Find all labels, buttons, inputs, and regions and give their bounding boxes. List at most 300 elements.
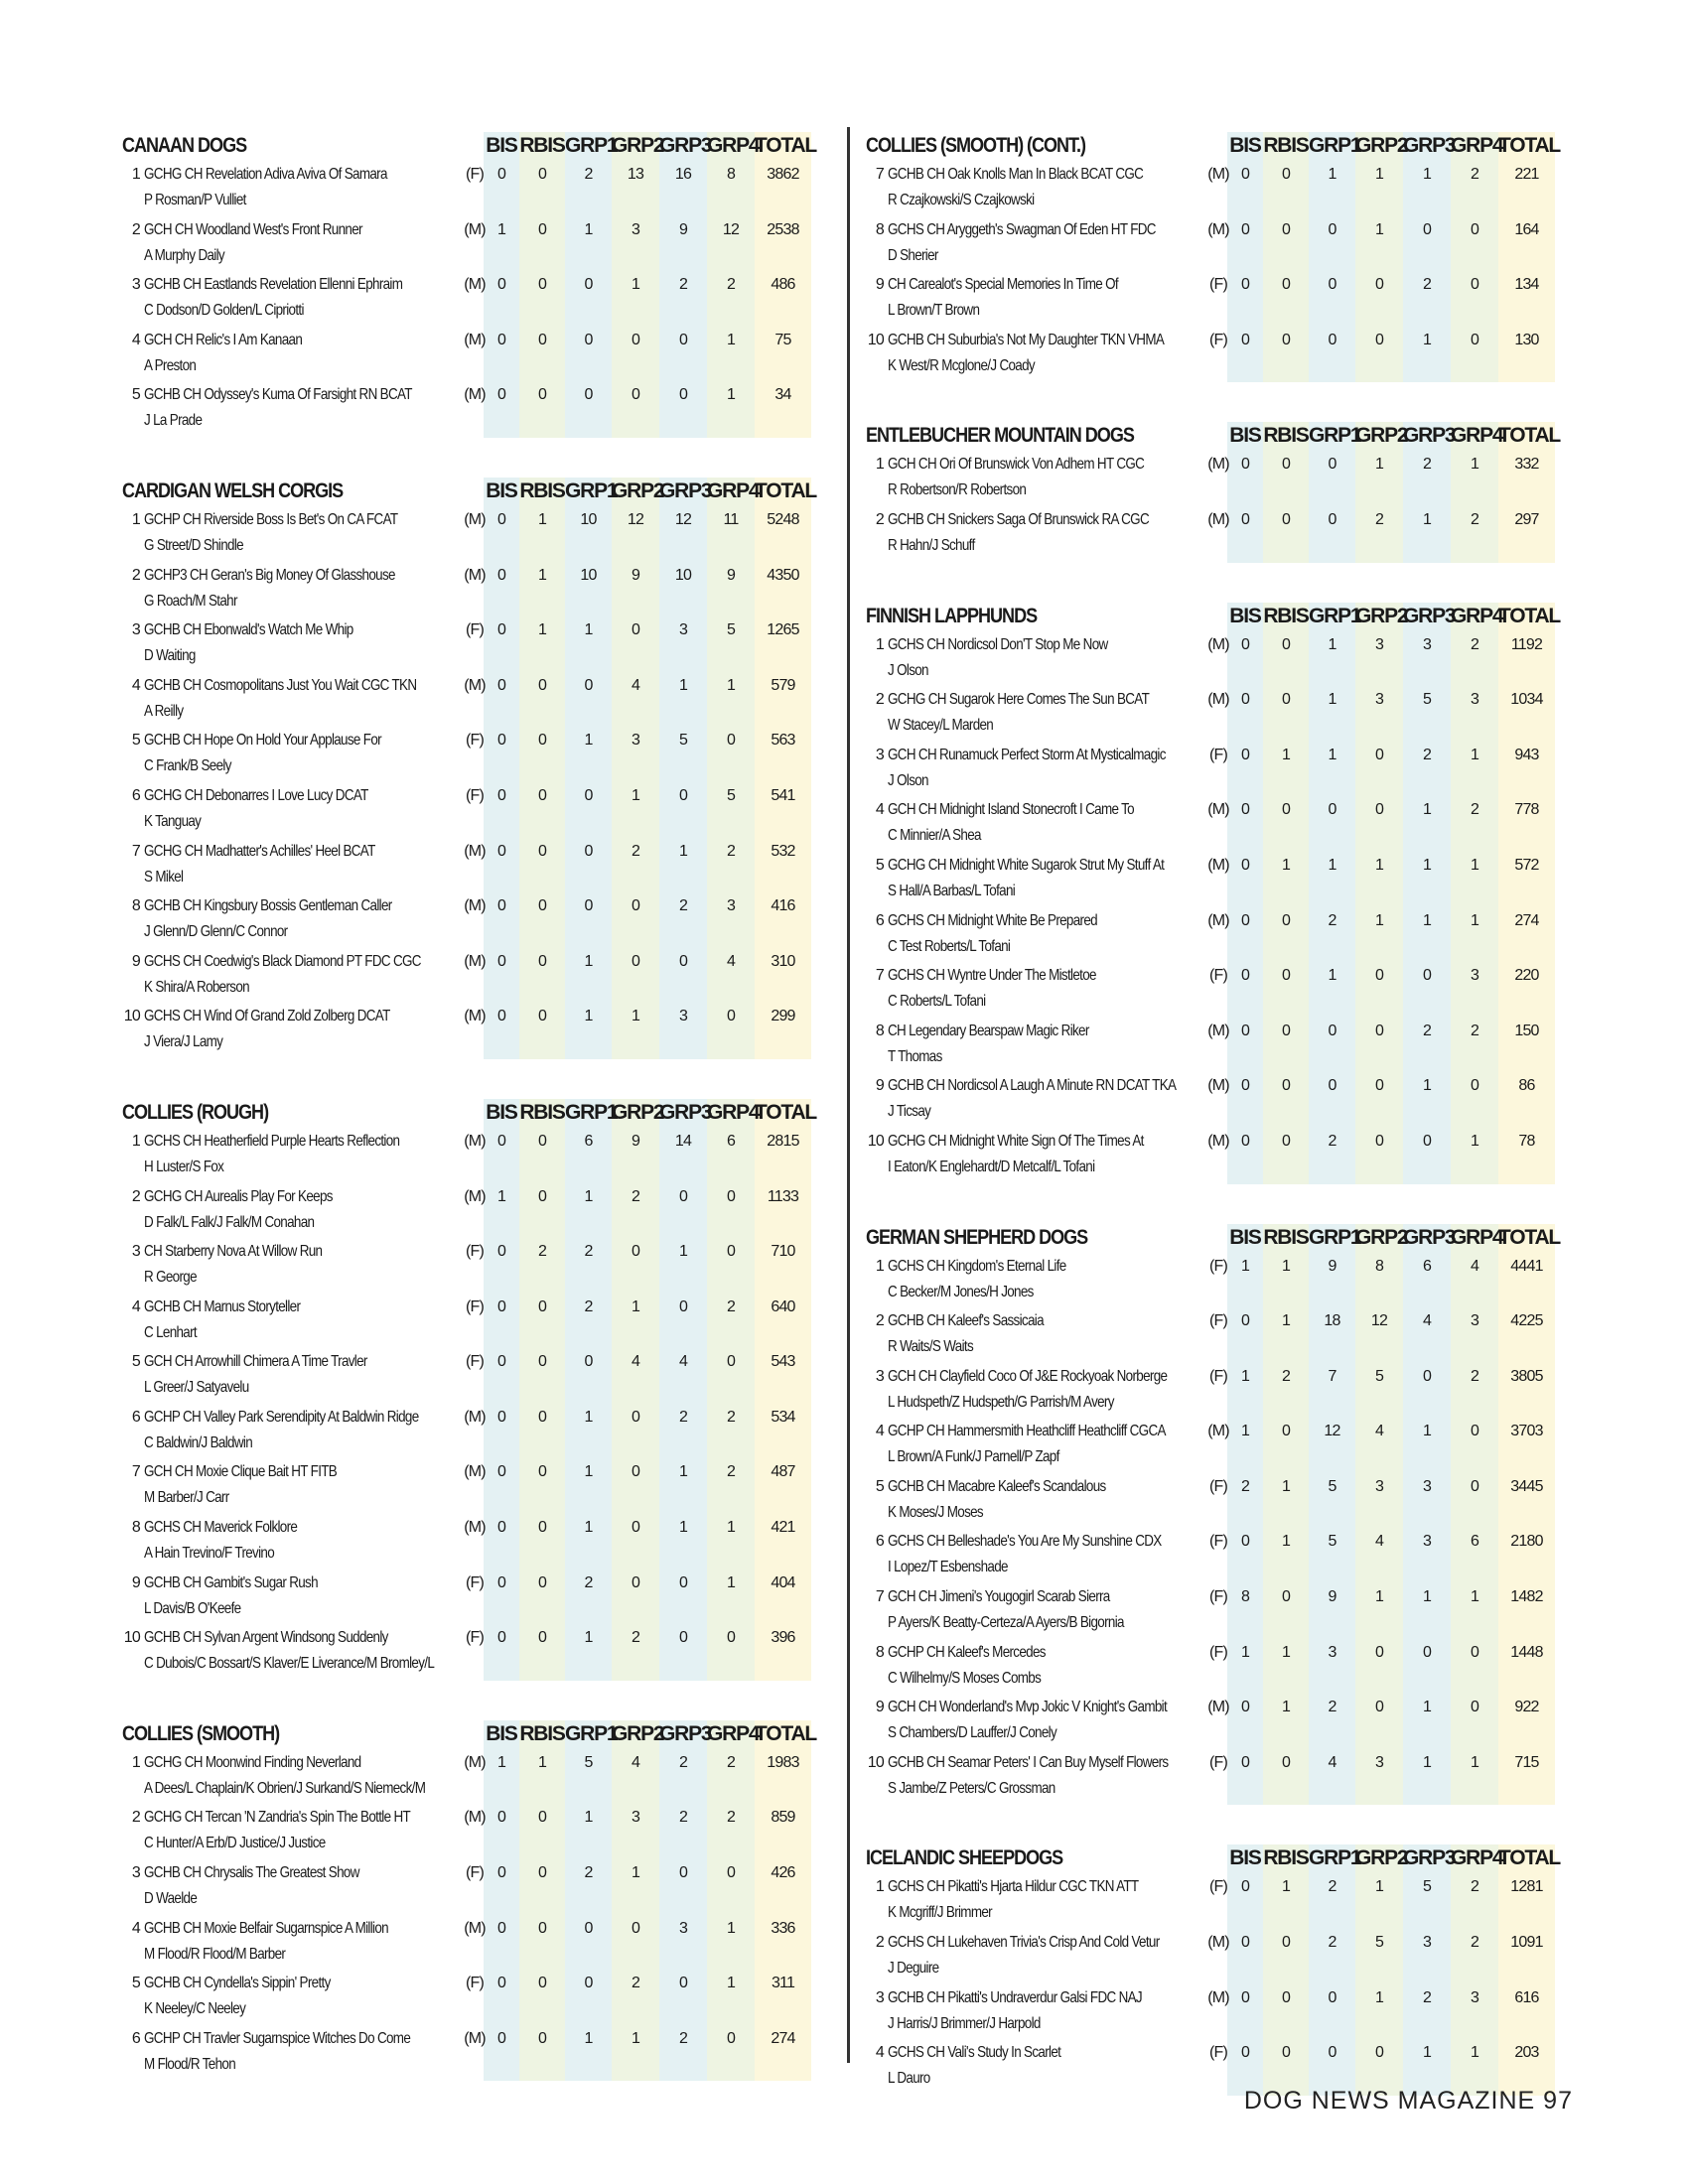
stat-grp3: 3	[1422, 1934, 1432, 1952]
stat-bis: 0	[1240, 1312, 1250, 1330]
ranking-row	[122, 893, 817, 949]
dog-sex: (F)	[1208, 1588, 1228, 1606]
rank-number: 4	[131, 676, 140, 694]
column-header-rbis: RBIS	[1263, 424, 1309, 448]
stat-grp1: 0	[1328, 1077, 1336, 1095]
stat-grp3: 1	[1422, 510, 1432, 528]
dog-name: GCHP3 CH Geran's Big Money Of Glasshouse	[144, 566, 395, 584]
rank-number: 7	[875, 166, 884, 183]
column-header-grp4: GRP4	[1451, 1225, 1503, 1249]
stat-grp1: 7	[1328, 1367, 1336, 1385]
rank-number: 9	[875, 1077, 884, 1095]
ranking-row	[122, 1971, 817, 2026]
dog-sex: (M)	[1207, 456, 1229, 474]
dog-sex: (M)	[464, 1132, 486, 1150]
dog-name: GCH CH Relic's I Am Kanaan	[144, 331, 303, 348]
column-header-grp2: GRP2	[1355, 134, 1408, 157]
stat-bis: 0	[1240, 1699, 1250, 1716]
dog-sex: (F)	[465, 1297, 485, 1315]
stat-grp1: 1	[584, 2029, 593, 2047]
stat-grp3: 0	[1422, 1132, 1432, 1150]
rank-number: 3	[131, 621, 140, 639]
stat-grp1: 10	[580, 510, 597, 528]
dog-name: GCHB CH Macabre Kaleef's Scandalous	[888, 1477, 1106, 1495]
stat-total: 1091	[1510, 1934, 1543, 1952]
column-header-grp1: GRP1	[1309, 1225, 1361, 1249]
stat-grp2: 13	[627, 166, 644, 183]
stat-grp4: 1	[726, 1975, 736, 1992]
stat-grp3: 3	[678, 1008, 688, 1025]
stat-bis: 0	[496, 1408, 506, 1426]
stat-grp2: 4	[631, 1753, 640, 1771]
rank-number: 6	[875, 911, 884, 929]
stat-rbis: 1	[537, 621, 547, 639]
stat-grp1: 5	[1328, 1533, 1336, 1551]
dog-name: GCHS CH Aryggeth's Swagman Of Eden HT FDC	[888, 220, 1156, 238]
dog-name: GCHG CH Tercan 'N Zandria's Spin The Bottle HT	[144, 1809, 411, 1827]
stat-total: 543	[771, 1353, 795, 1371]
rank-number: 2	[131, 1187, 140, 1205]
stat-grp4: 1	[1470, 1132, 1479, 1150]
stat-rbis: 0	[1281, 456, 1291, 474]
dog-sex: (M)	[464, 1463, 486, 1481]
stat-rbis: 0	[537, 1408, 547, 1426]
stat-bis: 0	[496, 1008, 506, 1025]
ranking-row	[122, 949, 817, 1005]
stat-grp4: 3	[1470, 1312, 1479, 1330]
rank-number: 1	[875, 635, 884, 653]
column-header-grp1: GRP1	[565, 1721, 618, 1745]
stat-total: 4225	[1510, 1312, 1543, 1330]
stat-grp2: 0	[1374, 1077, 1384, 1095]
stat-rbis: 0	[1281, 691, 1291, 709]
breed-section	[866, 132, 1561, 382]
stat-total: 1281	[1510, 1878, 1543, 1896]
rank-number: 9	[131, 952, 140, 970]
stat-grp1: 1	[584, 1629, 593, 1647]
stat-rbis: 0	[537, 220, 547, 238]
rank-number: 5	[875, 856, 884, 874]
column-header-grp1: GRP1	[565, 1100, 618, 1124]
stat-grp2: 0	[1374, 746, 1384, 763]
stat-bis: 0	[496, 1132, 506, 1150]
stat-grp3: 1	[1422, 166, 1432, 183]
owner-names: K Mcgriff/J Brimmer	[888, 1904, 992, 1922]
dog-name: GCH CH Arrowhill Chimera A Time Travler	[144, 1353, 367, 1371]
right-column	[866, 132, 1561, 2135]
stat-grp3: 1	[678, 676, 688, 694]
dog-sex: (M)	[464, 1408, 486, 1426]
stat-grp2: 0	[631, 1243, 640, 1261]
stat-grp4: 1	[726, 331, 736, 348]
stat-grp3: 1	[1422, 801, 1432, 819]
stat-total: 3703	[1510, 1423, 1543, 1440]
rank-number: 1	[875, 1257, 884, 1275]
dog-name: GCH CH Woodland West's Front Runner	[144, 220, 362, 238]
column-header-grp1: GRP1	[565, 478, 618, 502]
stat-rbis: 0	[537, 732, 547, 750]
stat-grp4: 0	[726, 1243, 736, 1261]
rank-number: 7	[875, 967, 884, 985]
stat-grp4: 0	[726, 2029, 736, 2047]
owner-names: W Stacey/L Marden	[888, 717, 994, 735]
stat-grp4: 3	[1470, 691, 1479, 709]
rank-number: 4	[875, 2044, 884, 2062]
stat-bis: 0	[496, 2029, 506, 2047]
ranking-row	[866, 1529, 1561, 1584]
stat-total: 34	[774, 386, 791, 404]
stat-grp2: 0	[631, 1573, 640, 1591]
stat-grp4: 2	[1470, 1022, 1479, 1039]
stat-bis: 0	[1240, 691, 1250, 709]
rank-number: 1	[131, 1753, 140, 1771]
stat-grp2: 0	[631, 1519, 640, 1537]
stat-total: 616	[1514, 1988, 1539, 2006]
rank-number: 5	[131, 386, 140, 404]
column-header-grp4: GRP4	[1451, 1846, 1503, 1870]
rank-number: 1	[131, 1132, 140, 1150]
owner-names: C Dubois/C Bossart/S Klaver/E Liverance/M Bromley/L	[144, 1655, 435, 1673]
stat-grp3: 1	[1422, 1699, 1432, 1716]
rank-number: 7	[131, 842, 140, 860]
stat-rbis: 0	[537, 1629, 547, 1647]
stat-rbis: 0	[537, 897, 547, 915]
dog-sex: (M)	[1207, 1132, 1229, 1150]
stat-grp2: 8	[1374, 1257, 1384, 1275]
dog-sex: (M)	[1207, 801, 1229, 819]
dog-name: GCHB CH Odyssey's Kuma Of Farsight RN BCAT	[144, 386, 412, 404]
dog-name: GCH CH Ori Of Brunswick Von Adhem HT CGC	[888, 456, 1145, 474]
rank-number: 5	[875, 1477, 884, 1495]
stat-grp2: 0	[631, 621, 640, 639]
dog-name: GCHB CH Marnus Storyteller	[144, 1297, 301, 1315]
stat-grp3: 5	[678, 732, 688, 750]
stat-bis: 0	[496, 510, 506, 528]
column-header-grp1: GRP1	[565, 134, 618, 157]
stat-rbis: 0	[1281, 166, 1291, 183]
dog-name: GCHG CH Midnight White Sign Of The Times At	[888, 1132, 1144, 1150]
stat-grp2: 0	[631, 952, 640, 970]
ranking-row	[122, 1750, 817, 1806]
stat-total: 404	[771, 1573, 795, 1591]
stat-grp4: 9	[726, 566, 736, 584]
column-header-grp2: GRP2	[612, 1100, 664, 1124]
stat-total: 710	[771, 1243, 795, 1261]
breed-section	[866, 603, 1561, 1184]
stat-grp3: 0	[1422, 1643, 1432, 1661]
stat-rbis: 0	[537, 1297, 547, 1315]
stat-grp2: 3	[1374, 1477, 1384, 1495]
dog-name: GCH CH Runamuck Perfect Storm At Mysticalmagic	[888, 746, 1166, 763]
stat-grp3: 2	[1422, 746, 1432, 763]
stat-rbis: 0	[1281, 220, 1291, 238]
stat-grp1: 0	[1328, 2044, 1336, 2062]
rank-number: 4	[875, 1423, 884, 1440]
stat-grp1: 3	[1328, 1643, 1336, 1661]
stat-grp4: 2	[1470, 635, 1479, 653]
ranking-row	[122, 1570, 817, 1626]
stat-bis: 0	[496, 1463, 506, 1481]
rank-number: 8	[875, 1643, 884, 1661]
stat-grp2: 1	[631, 1297, 640, 1315]
stat-grp4: 1	[726, 1573, 736, 1591]
stat-total: 859	[771, 1809, 795, 1827]
stat-grp3: 0	[678, 952, 688, 970]
stat-rbis: 0	[537, 1519, 547, 1537]
dog-name: GCH CH Clayfield Coco Of J&E Rockyoak Norberge	[888, 1367, 1168, 1385]
dog-sex: (M)	[1207, 1022, 1229, 1039]
stat-total: 541	[771, 786, 795, 804]
owner-names: G Street/D Shindle	[144, 536, 243, 554]
stat-grp1: 0	[584, 786, 593, 804]
ranking-row	[122, 162, 817, 217]
stat-grp1: 1	[584, 1463, 593, 1481]
dog-name: GCHG CH Sugarok Here Comes The Sun BCAT	[888, 691, 1150, 709]
stat-grp3: 2	[678, 1809, 688, 1827]
stat-grp4: 0	[726, 1008, 736, 1025]
stat-rbis: 0	[1281, 331, 1291, 348]
stat-grp4: 5	[726, 786, 736, 804]
owner-names: K Neeley/C Neeley	[144, 2000, 246, 2018]
stat-total: 778	[1514, 801, 1539, 819]
stat-grp1: 9	[1328, 1588, 1336, 1606]
stat-rbis: 1	[1281, 1533, 1291, 1551]
rank-number: 5	[131, 1353, 140, 1371]
ranking-row	[866, 853, 1561, 908]
dog-name: GCHB CH Moxie Belfair Sugarnspice A Million	[144, 1919, 388, 1937]
stat-total: 396	[771, 1629, 795, 1647]
column-header-grp4: GRP4	[707, 134, 760, 157]
stat-grp4: 2	[726, 276, 736, 294]
stat-total: 4441	[1510, 1257, 1543, 1275]
stat-grp1: 2	[1328, 1132, 1336, 1150]
stat-grp4: 1	[1470, 911, 1479, 929]
stat-grp1: 0	[1328, 276, 1336, 294]
stat-grp3: 0	[678, 1297, 688, 1315]
ranking-row	[866, 1640, 1561, 1696]
stat-rbis: 1	[1281, 856, 1291, 874]
dog-name: GCHS CH Vali's Study In Scarlet	[888, 2044, 1061, 2062]
column-header-bis: BIS	[486, 1100, 517, 1124]
column-header-total: TOTAL	[755, 134, 817, 157]
stat-bis: 0	[496, 386, 506, 404]
stat-total: 715	[1514, 1753, 1539, 1771]
dog-sex: (F)	[465, 1353, 485, 1371]
dog-sex: (F)	[465, 1864, 485, 1882]
dog-sex: (F)	[465, 1243, 485, 1261]
stat-grp2: 0	[631, 1408, 640, 1426]
dog-name: GCH CH Jimeni's Yougogirl Scarab Sierra	[888, 1588, 1110, 1606]
stat-bis: 0	[496, 276, 506, 294]
stat-grp3: 1	[678, 1519, 688, 1537]
stat-rbis: 0	[1281, 1988, 1291, 2006]
stat-rbis: 0	[1281, 276, 1291, 294]
column-header-rbis: RBIS	[519, 1100, 565, 1124]
stat-bis: 0	[496, 952, 506, 970]
stat-rbis: 0	[537, 2029, 547, 2047]
ranking-row	[122, 1239, 817, 1295]
owner-names: D Sherier	[888, 246, 938, 264]
dog-name: GCHB CH Cyndella's Sippin' Pretty	[144, 1975, 331, 1992]
owner-names: C Minnier/A Shea	[888, 827, 981, 845]
stat-grp2: 12	[1370, 1312, 1388, 1330]
stat-grp4: 2	[726, 1408, 736, 1426]
owner-names: P Rosman/P Vulliet	[144, 192, 246, 208]
column-header-grp4: GRP4	[1451, 604, 1503, 627]
stat-grp3: 3	[678, 621, 688, 639]
column-header-grp1: GRP1	[1309, 134, 1361, 157]
dog-sex: (M)	[464, 897, 486, 915]
ranking-row	[122, 839, 817, 894]
dog-name: GCHP CH Hammersmith Heathcliff Heathcliff CGCA	[888, 1423, 1166, 1440]
dog-name: GCHB CH Suburbia's Not My Daughter TKN VHMA	[888, 331, 1165, 348]
stat-grp1: 0	[1328, 456, 1336, 474]
column-header-rbis: RBIS	[1263, 1846, 1309, 1870]
stat-rbis: 0	[1281, 1423, 1291, 1440]
column-header-bis: BIS	[486, 478, 517, 502]
stat-grp2: 5	[1374, 1934, 1384, 1952]
dog-sex: (M)	[1207, 166, 1229, 183]
column-divider	[847, 127, 850, 2063]
stat-grp4: 1	[726, 386, 736, 404]
stat-rbis: 1	[1281, 1699, 1291, 1716]
stat-bis: 0	[1240, 1132, 1250, 1150]
stat-rbis: 0	[1281, 1934, 1291, 1952]
ranking-row	[866, 632, 1561, 688]
stat-bis: 0	[1240, 276, 1250, 294]
dog-sex: (F)	[1208, 1753, 1228, 1771]
stat-grp4: 1	[1470, 456, 1479, 474]
stat-rbis: 1	[1281, 1643, 1291, 1661]
dog-name: GCHB CH Nordicsol A Laugh A Minute RN DCAT TKA	[888, 1077, 1177, 1095]
ranking-row	[122, 1515, 817, 1570]
owner-names: C Test Roberts/L Tofani	[888, 937, 1011, 955]
dog-sex: (F)	[1208, 2044, 1228, 2062]
breed-title: COLLIES (ROUGH)	[122, 1100, 269, 1124]
breed-title: GERMAN SHEPHERD DOGS	[866, 1225, 1088, 1249]
stat-grp2: 1	[1374, 856, 1384, 874]
stat-grp4: 12	[722, 220, 740, 238]
column-header-total: TOTAL	[1498, 424, 1561, 448]
section-header	[866, 422, 1561, 452]
stat-rbis: 2	[1281, 1367, 1291, 1385]
breed-section	[866, 1844, 1561, 2095]
stat-grp1: 1	[584, 1809, 593, 1827]
stat-grp3: 2	[678, 897, 688, 915]
rank-number: 5	[131, 1975, 140, 1992]
stat-grp1: 2	[1328, 911, 1336, 929]
rank-number: 3	[875, 1988, 884, 2006]
stat-grp3: 2	[678, 2029, 688, 2047]
dog-name: GCHB CH Eastlands Revelation Ellenni Ephraim	[144, 276, 403, 294]
stat-grp2: 1	[1374, 456, 1384, 474]
owner-names: C Baldwin/J Baldwin	[144, 1433, 253, 1451]
owner-names: C Roberts/L Tofani	[888, 993, 986, 1011]
stat-grp2: 3	[631, 732, 640, 750]
dog-name: GCHS CH Lukehaven Trivia's Crisp And Cold Vetur	[888, 1934, 1160, 1952]
rank-number: 3	[131, 1864, 140, 1882]
column-header-grp4: GRP4	[707, 1721, 760, 1745]
stat-total: 1192	[1510, 635, 1543, 653]
rank-number: 4	[131, 331, 140, 348]
dog-name: GCH CH Wonderland's Mvp Jokic V Knight's Gambit	[888, 1699, 1168, 1716]
section-header	[866, 132, 1561, 162]
stat-grp1: 0	[584, 1353, 593, 1371]
dog-name: GCHB CH Kaleef's Sassicaia	[888, 1312, 1044, 1330]
stat-grp4: 2	[1470, 166, 1479, 183]
owner-names: J Viera/J Lamy	[144, 1033, 223, 1051]
dog-name: CH Carealot's Special Memories In Time Of	[888, 276, 1118, 294]
owner-names: J Deguire	[888, 1960, 939, 1978]
stat-grp2: 1	[1374, 1878, 1384, 1896]
ranking-row	[122, 272, 817, 328]
stat-grp1: 1	[1328, 691, 1336, 709]
stat-grp2: 4	[631, 676, 640, 694]
owner-names: C Hunter/A Erb/D Justice/J Justice	[144, 1835, 326, 1852]
stat-total: 1265	[767, 621, 799, 639]
stat-grp3: 2	[678, 1753, 688, 1771]
stat-grp4: 2	[1470, 801, 1479, 819]
stat-grp2: 0	[1374, 967, 1384, 985]
dog-name: GCHB CH Gambit's Sugar Rush	[144, 1573, 318, 1591]
stat-rbis: 0	[1281, 1588, 1291, 1606]
dog-sex: (M)	[464, 566, 486, 584]
column-header-grp2: GRP2	[1355, 604, 1408, 627]
owner-names: G Roach/M Stahr	[144, 592, 237, 610]
column-header-grp2: GRP2	[612, 478, 664, 502]
owner-names: J Ticsay	[888, 1103, 931, 1121]
dog-name: GCHB CH Hope On Hold Your Applause For	[144, 732, 381, 750]
dog-sex: (M)	[464, 1809, 486, 1827]
column-header-grp1: GRP1	[1309, 1846, 1361, 1870]
owner-names: A Preston	[144, 356, 197, 374]
owner-names: L Davis/B O'Keefe	[144, 1599, 241, 1617]
stat-grp4: 5	[726, 621, 736, 639]
stat-grp4: 1	[726, 1519, 736, 1537]
breed-section	[866, 1224, 1561, 1806]
dog-name: GCHB CH Snickers Saga Of Brunswick RA CGC	[888, 510, 1149, 528]
stat-grp3: 1	[1422, 1423, 1432, 1440]
rank-number: 3	[875, 746, 884, 763]
rank-number: 4	[131, 1297, 140, 1315]
ranking-row	[122, 1805, 817, 1860]
stat-bis: 0	[496, 621, 506, 639]
owner-names: S Jambe/Z Peters/C Grossman	[888, 1779, 1055, 1797]
stat-total: 150	[1514, 1022, 1539, 1039]
stat-bis: 2	[1240, 1477, 1250, 1495]
stat-grp1: 18	[1324, 1312, 1340, 1330]
stat-grp2: 1	[1374, 220, 1384, 238]
stat-rbis: 0	[537, 786, 547, 804]
stat-grp4: 6	[1470, 1533, 1479, 1551]
stat-bis: 1	[496, 1187, 506, 1205]
stat-grp1: 2	[1328, 1699, 1336, 1716]
dog-name: GCHS CH Maverick Folklore	[144, 1519, 298, 1537]
dog-name: GCHS CH Nordicsol Don'T Stop Me Now	[888, 635, 1108, 653]
stat-bis: 0	[1240, 911, 1250, 929]
stat-rbis: 0	[1281, 1132, 1291, 1150]
stat-grp1: 9	[1328, 1257, 1336, 1275]
stat-total: 86	[1518, 1077, 1535, 1095]
section-header	[866, 603, 1561, 632]
stat-grp4: 1	[726, 1919, 736, 1937]
rank-number: 7	[131, 1463, 140, 1481]
stat-total: 134	[1514, 276, 1539, 294]
stat-rbis: 2	[537, 1243, 547, 1261]
rank-number: 6	[131, 2029, 140, 2047]
ranking-row	[122, 1004, 817, 1059]
owner-names: A Reilly	[144, 702, 184, 720]
